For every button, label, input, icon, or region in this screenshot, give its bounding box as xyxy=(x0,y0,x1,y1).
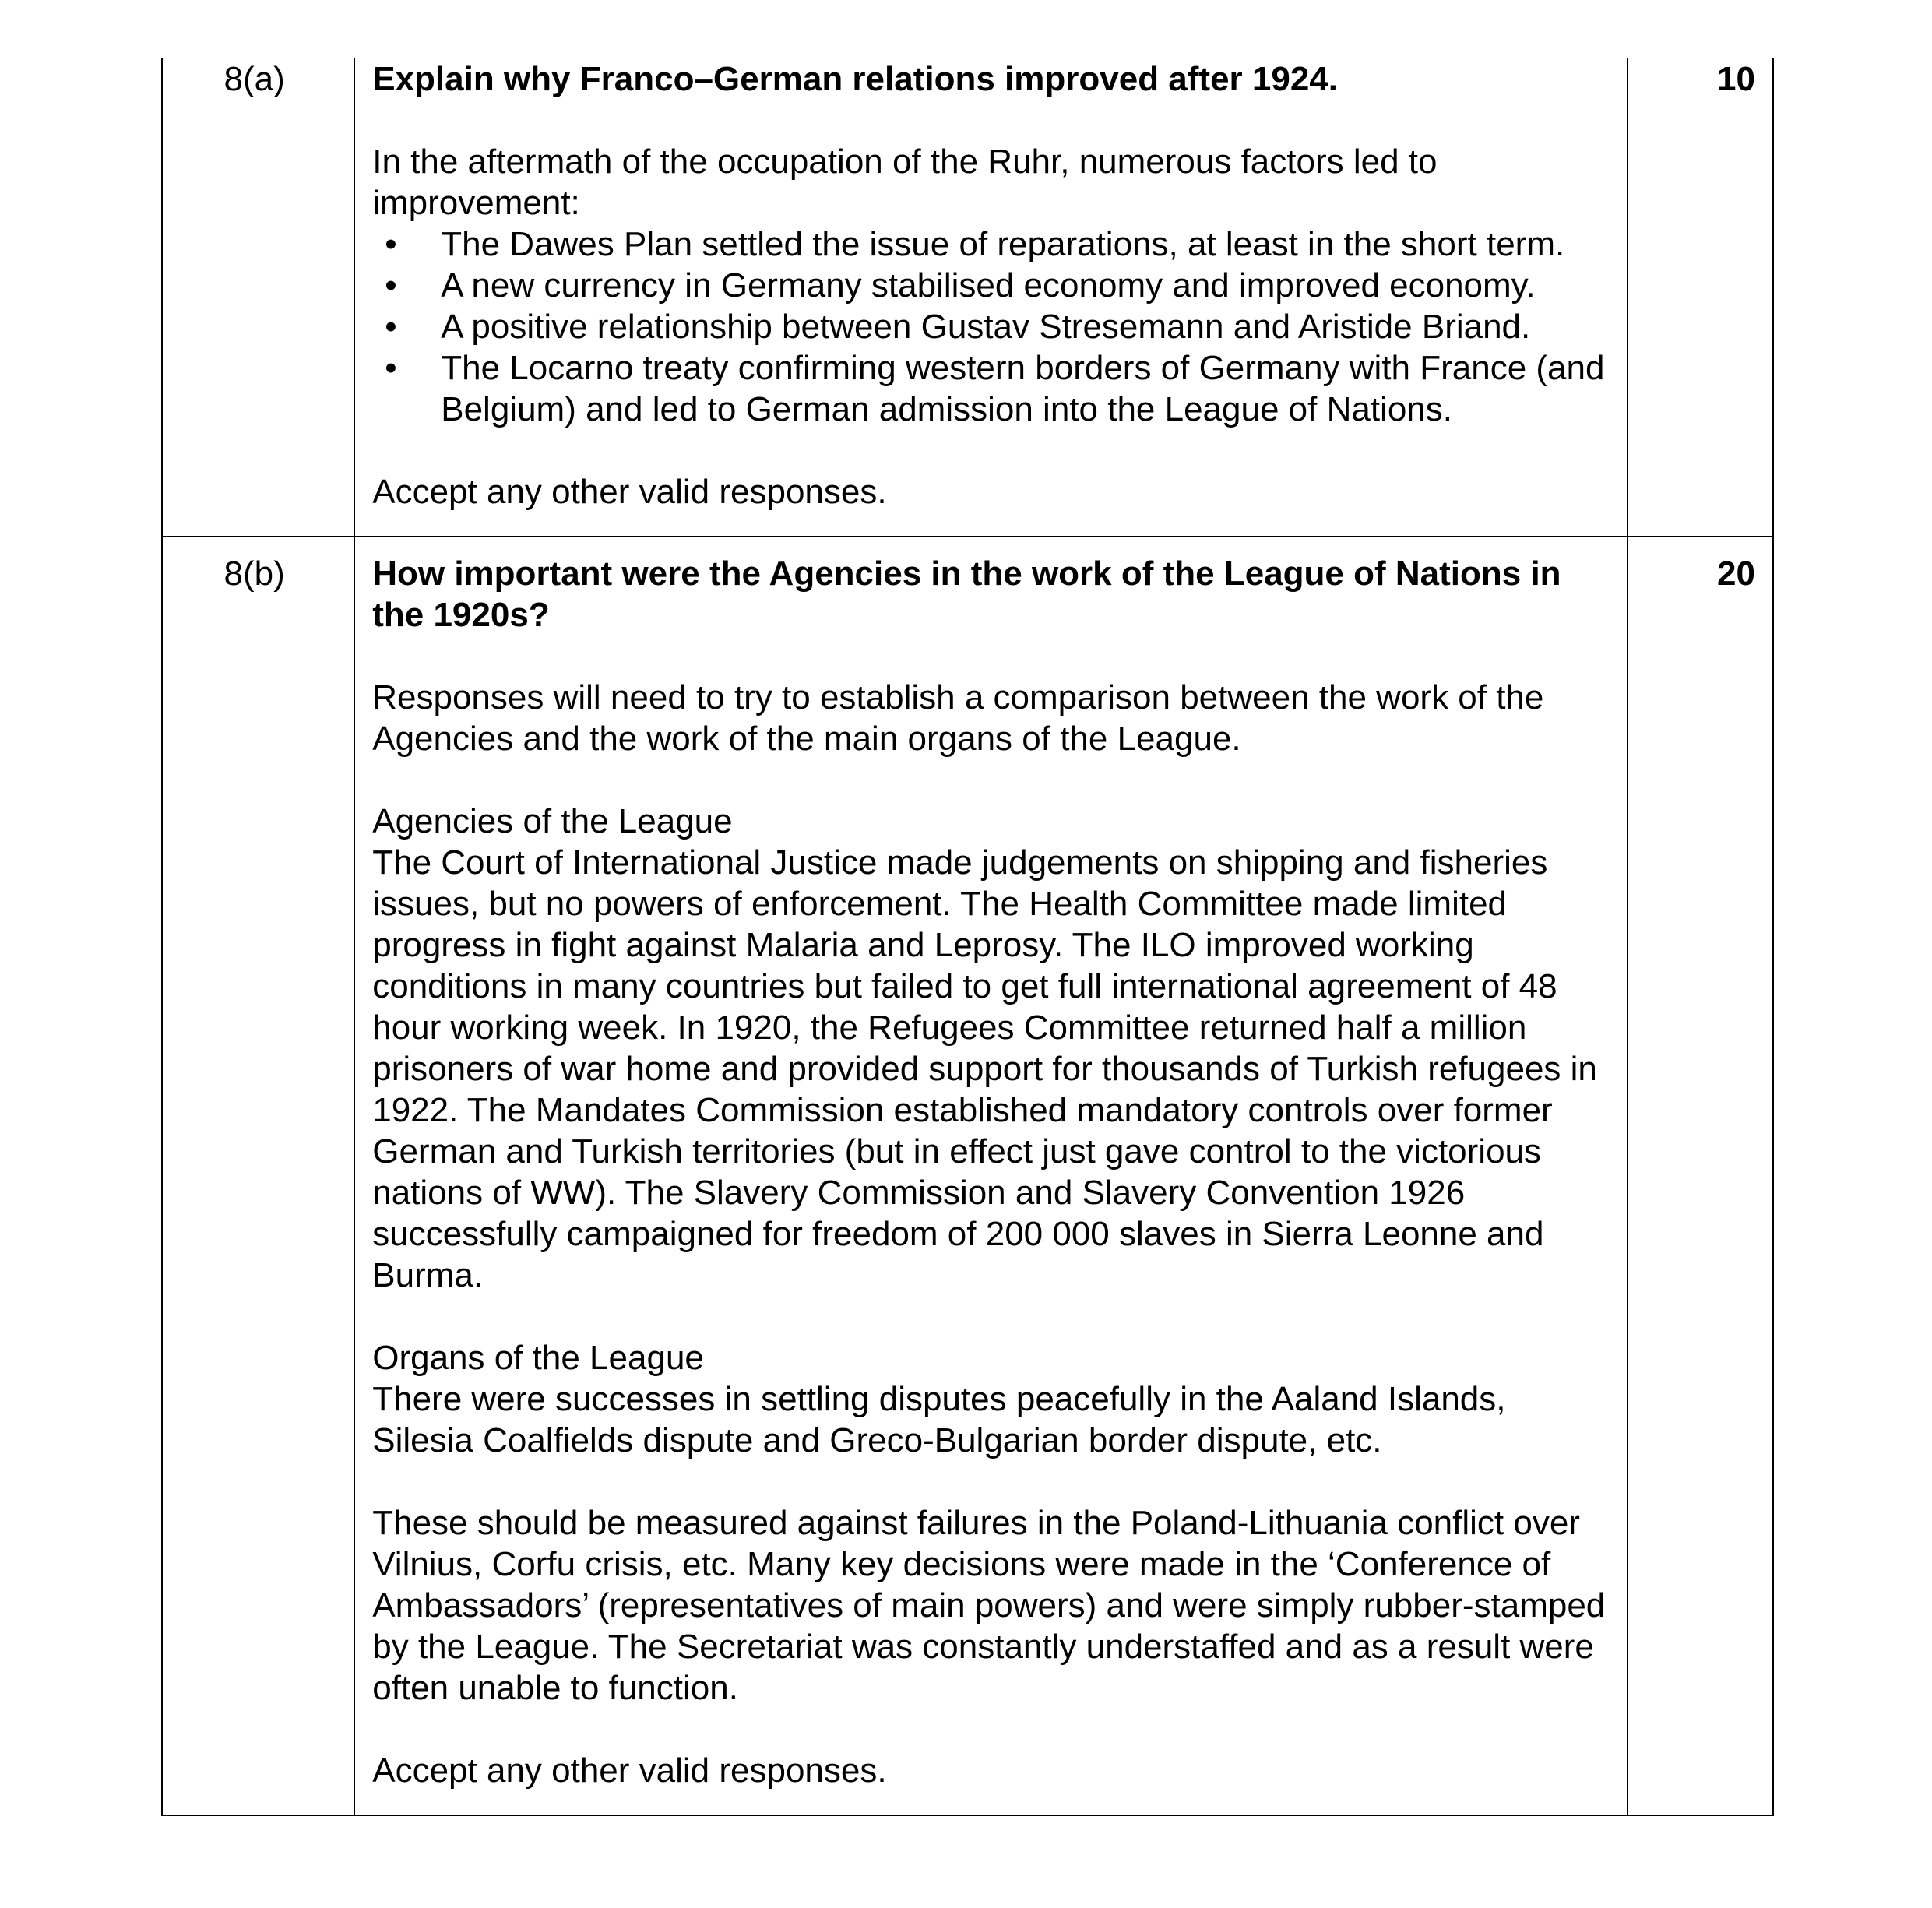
marks-cell xyxy=(1628,537,1773,1815)
bullet-icon: • xyxy=(385,225,397,263)
list-item: • The Locarno treaty confirming western borders of Germany with France (and Belgium) and led to German admission into the League of Nations. xyxy=(385,349,1605,428)
question-number: 8(b) xyxy=(223,554,285,593)
marks-value: 20 xyxy=(1717,554,1755,593)
agencies-heading: Agencies of the League xyxy=(372,802,733,840)
answer-cell xyxy=(354,58,1628,537)
question-number-cell xyxy=(162,537,354,1815)
list-item: • A positive relationship between Gustav Stresemann and Aristide Briand. xyxy=(385,308,1531,346)
failures-text: These should be measured against failures in the Poland-Lithuania conflict over Vilnius, Corfu crisis, etc. Many key decisions were made in the ‘Conference of Ambassadors’ (representatives of main powers) and were simply rubber-stamped by the League. The Secretariat was constantly understaffed and as a result were often unable to function. xyxy=(372,1504,1606,1707)
answer-intro: Responses will need to try to establish a comparison between the work of the Agencies and the work of the main organs of the League. xyxy=(372,678,1544,758)
factor-list xyxy=(372,224,1611,430)
question-row-8b xyxy=(162,537,1773,1815)
mark-scheme-table xyxy=(161,58,1774,1816)
bullet-icon: • xyxy=(385,308,397,346)
answer-intro: In the aftermath of the occupation of the Ruhr, numerous factors led to improvement: xyxy=(372,143,1438,222)
question-title: How important were the Agencies in the work of the League of Nations in the 1920s? xyxy=(372,554,1561,634)
question-number-cell xyxy=(162,58,354,537)
marks-value: 10 xyxy=(1717,60,1755,98)
bullet-icon: • xyxy=(385,266,397,305)
bullet-icon: • xyxy=(385,349,397,387)
list-item: • A new currency in Germany stabilised economy and improved economy. xyxy=(385,266,1536,305)
question-number: 8(a) xyxy=(223,60,285,98)
answer-cell xyxy=(354,537,1628,1815)
question-title: Explain why Franco–German relations improved after 1924. xyxy=(372,60,1339,98)
organs-text: There were successes in settling disputes peacefully in the Aaland Islands, Silesia Coalfields dispute and Greco-Bulgarian border dispute, etc. xyxy=(372,1380,1506,1459)
agencies-text: The Court of International Justice made judgements on shipping and fisheries issues, but no powers of enforcement. The Health Committee made limited progress in fight against Malaria and Leprosy. The ILO improved working conditions in many countries but failed to get full international agreement of 48 hour working week. In 1920, the Refugees Committee returned half a million prisoners of war home and provided support for thousands of Turkish refugees in 1922. The Mandates Commission established mandatory controls over former German and Turkish territories (but in effect just gave control to the victorious nations of WW). The Slavery Commission and Slavery Convention 1926 successfully campaigned for freedom of 200 000 slaves in Sierra Leonne and Burma. xyxy=(372,843,1597,1294)
marks-cell xyxy=(1628,58,1773,537)
answer-closing: Accept any other valid responses. xyxy=(372,1751,887,1790)
organs-heading: Organs of the League xyxy=(372,1339,704,1377)
question-row-8a xyxy=(162,58,1773,537)
mark-scheme-page xyxy=(161,58,1774,1816)
list-item: • The Dawes Plan settled the issue of reparations, at least in the short term. xyxy=(385,225,1565,263)
answer-closing: Accept any other valid responses. xyxy=(372,473,887,511)
